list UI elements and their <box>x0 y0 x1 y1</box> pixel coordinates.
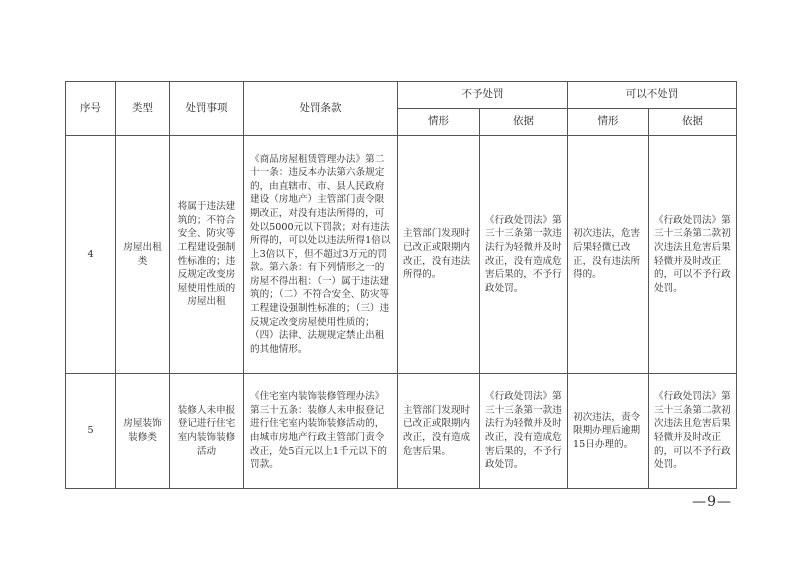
table-row <box>66 374 737 489</box>
row-matter: 将属于违法建筑的；不符合安全、防灾等工程建设强制性标准的；违反规定改变房屋使用性质的房屋出租 <box>170 136 244 374</box>
header-row-1 <box>66 82 737 109</box>
row-clause: 《商品房屋租赁管理办法》第二十一条：违反本办法第六条规定的，由直辖市、市、县人民政府建设（房地产）主管部门责令限期改正，对没有违法所得的，可处以5000元以下罚款；对有违法所得的，可以处以违法所得1倍以上3倍以下，但不超过3万元的罚款。第六条：有下列情形之一的房屋不得出租：（一）属于违法建筑的；（二）不符合安全、防灾等工程建设强制性标准的；（三）违反规定改变房屋使用性质的；（四）法律、法规规定禁止出租的其他情形。 <box>244 136 398 374</box>
header-no-penalty: 不予处罚 <box>398 82 568 109</box>
page-number: —9— <box>692 494 732 510</box>
row-index: 5 <box>66 374 116 489</box>
row-may-basis: 《行政处罚法》第三十三条第二款初次违法且危害后果轻微并及时改正的，可以不予行政处罚。 <box>649 374 737 489</box>
row-no-situation: 主管部门发现时已改正或限期内改正，没有造成危害后果。 <box>398 374 480 489</box>
header-type: 类型 <box>116 82 170 136</box>
row-index: 4 <box>66 136 116 374</box>
row-no-basis: 《行政处罚法》第三十三条第一款违法行为轻微并及时改正，没有造成危害后果的，不予行政处罚。 <box>480 136 568 374</box>
row-clause: 《住宅室内装饰装修管理办法》第三十五条：装修人未申报登记进行住宅室内装饰装修活动的，由城市房地产行政主管部门责令改正，处5百元以上1千元以下的罚款。 <box>244 374 398 489</box>
row-type: 房屋出租类 <box>116 136 170 374</box>
row-matter: 装修人未申报登记进行住宅室内装饰装修活动 <box>170 374 244 489</box>
header-no-basis: 依据 <box>480 109 568 136</box>
header-may-situation: 情形 <box>568 109 649 136</box>
row-no-basis: 《行政处罚法》第三十三条第一款违法行为轻微并及时改正，没有造成危害后果的，不予行政处罚。 <box>480 374 568 489</box>
row-no-situation: 主管部门发现时已改正或限期内改正，没有违法所得的。 <box>398 136 480 374</box>
table-row <box>66 136 737 374</box>
header-index: 序号 <box>66 82 116 136</box>
row-may-situation: 初次违法，责令限期办理后逾期15日办理的。 <box>568 374 649 489</box>
penalty-table <box>65 81 737 489</box>
header-matter: 处罚事项 <box>170 82 244 136</box>
row-type: 房屋装饰装修类 <box>116 374 170 489</box>
header-may-not-penalty: 可以不处罚 <box>568 82 737 109</box>
row-may-situation: 初次违法，危害后果轻微已改正，没有违法所得的。 <box>568 136 649 374</box>
header-clause: 处罚条款 <box>244 82 398 136</box>
row-may-basis: 《行政处罚法》第三十三条第二款初次违法且危害后果轻微并及时改正的，可以不予行政处罚。 <box>649 136 737 374</box>
header-no-situation: 情形 <box>398 109 480 136</box>
header-may-basis: 依据 <box>649 109 737 136</box>
